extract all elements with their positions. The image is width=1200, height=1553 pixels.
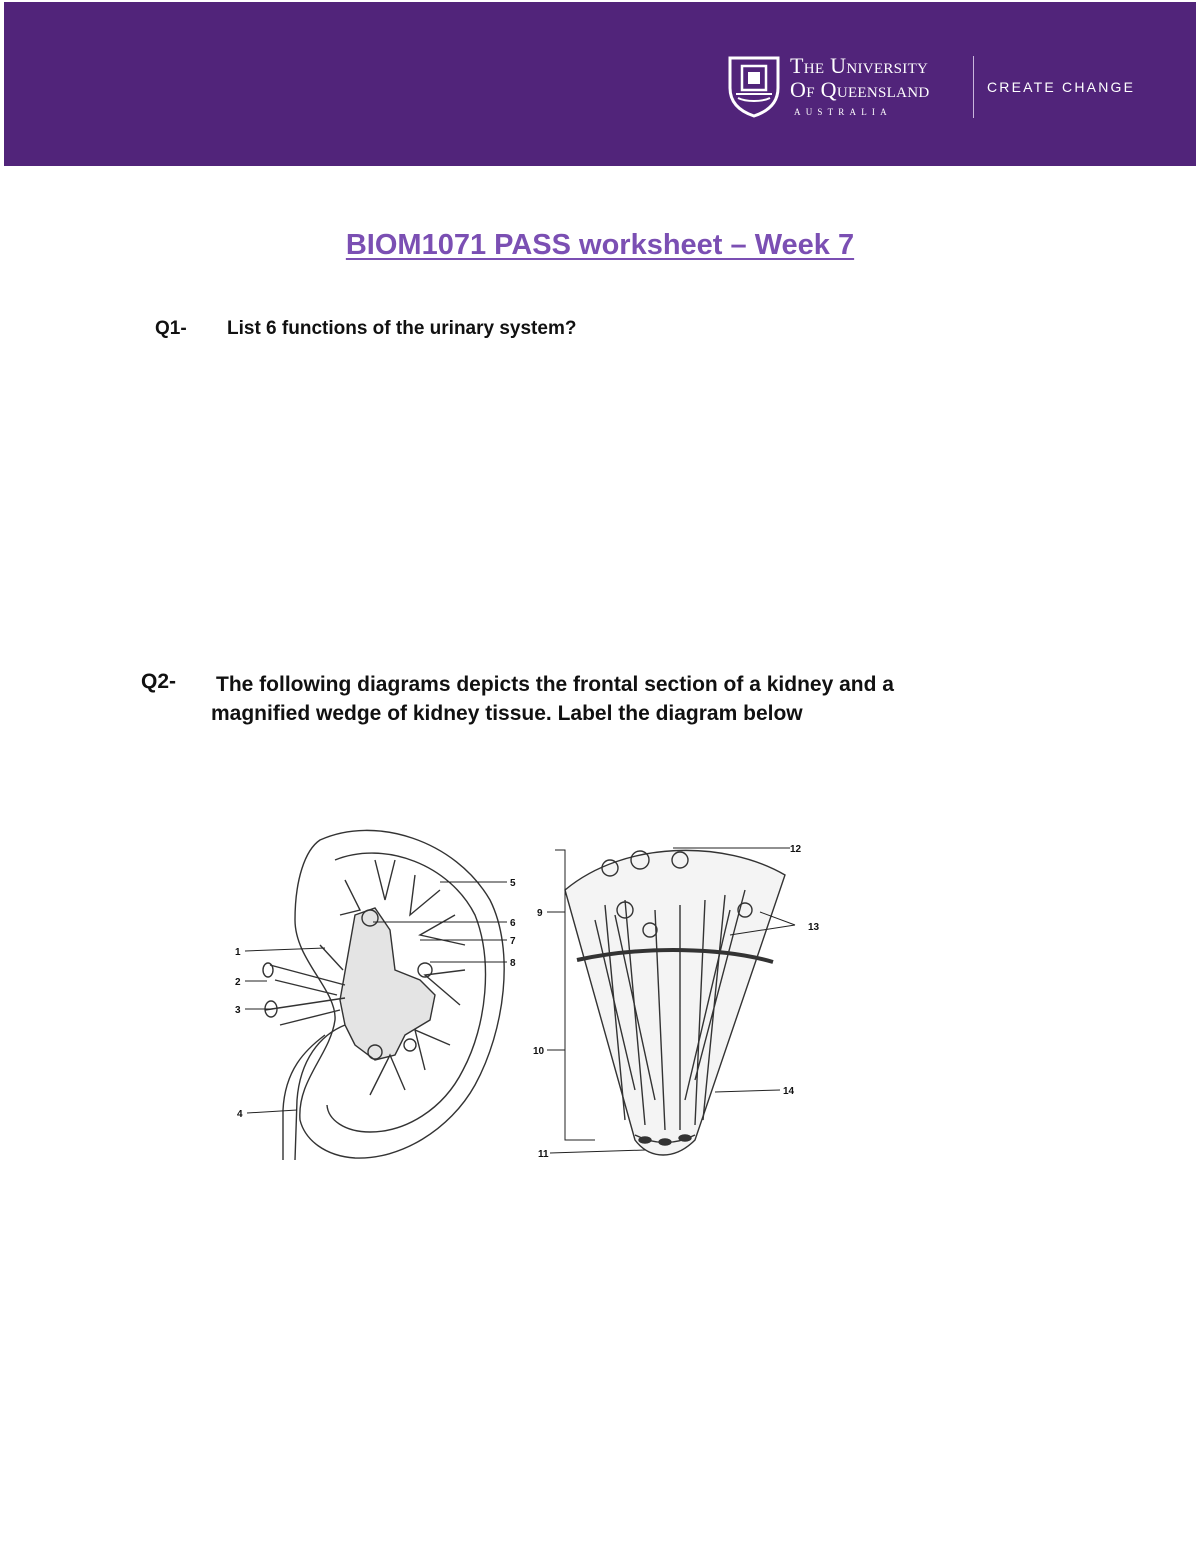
uq-crest-logo — [726, 54, 782, 118]
question-2-number: Q2- — [141, 670, 177, 693]
wedge-label-9: 9 — [537, 908, 543, 919]
university-name-line1: The University — [790, 53, 929, 78]
header-banner — [4, 2, 1196, 166]
question-1-number: Q1- — [155, 318, 187, 339]
tagline: CREATE CHANGE — [987, 79, 1136, 95]
university-name — [790, 54, 930, 102]
question-2-text-line1: The following diagrams depicts the frontal section of a kidney and a — [216, 673, 894, 696]
logo-divider — [973, 56, 974, 118]
question-2-text — [211, 670, 1011, 728]
kidney-tissue-wedge — [565, 850, 785, 1155]
kidney-diagram — [225, 820, 845, 1170]
wedge-label-14: 14 — [783, 1086, 795, 1097]
worksheet-title: BIOM1071 PASS worksheet – Week 7 — [345, 229, 855, 261]
wedge-label-11: 11 — [538, 1149, 549, 1160]
kidney-label-2: 2 — [235, 977, 241, 988]
kidney-label-4: 4 — [237, 1109, 243, 1120]
kidney-label-7: 7 — [510, 936, 516, 947]
university-name-line2: Of Queensland — [790, 77, 930, 102]
university-country: AUSTRALIA — [794, 107, 892, 117]
wedge-label-13: 13 — [808, 922, 820, 933]
question-1-text: List 6 functions of the urinary system? — [227, 318, 577, 339]
wedge-label-12: 12 — [790, 844, 802, 855]
kidney-frontal-section — [263, 830, 504, 1160]
wedge-label-10: 10 — [533, 1046, 545, 1057]
kidney-label-5: 5 — [510, 878, 516, 889]
kidney-label-8: 8 — [510, 958, 516, 969]
kidney-label-6: 6 — [510, 918, 516, 929]
kidney-label-1: 1 — [235, 947, 241, 958]
question-2-text-line2: magnified wedge of kidney tissue. Label the diagram below — [211, 702, 803, 725]
kidney-label-3: 3 — [235, 1005, 241, 1016]
